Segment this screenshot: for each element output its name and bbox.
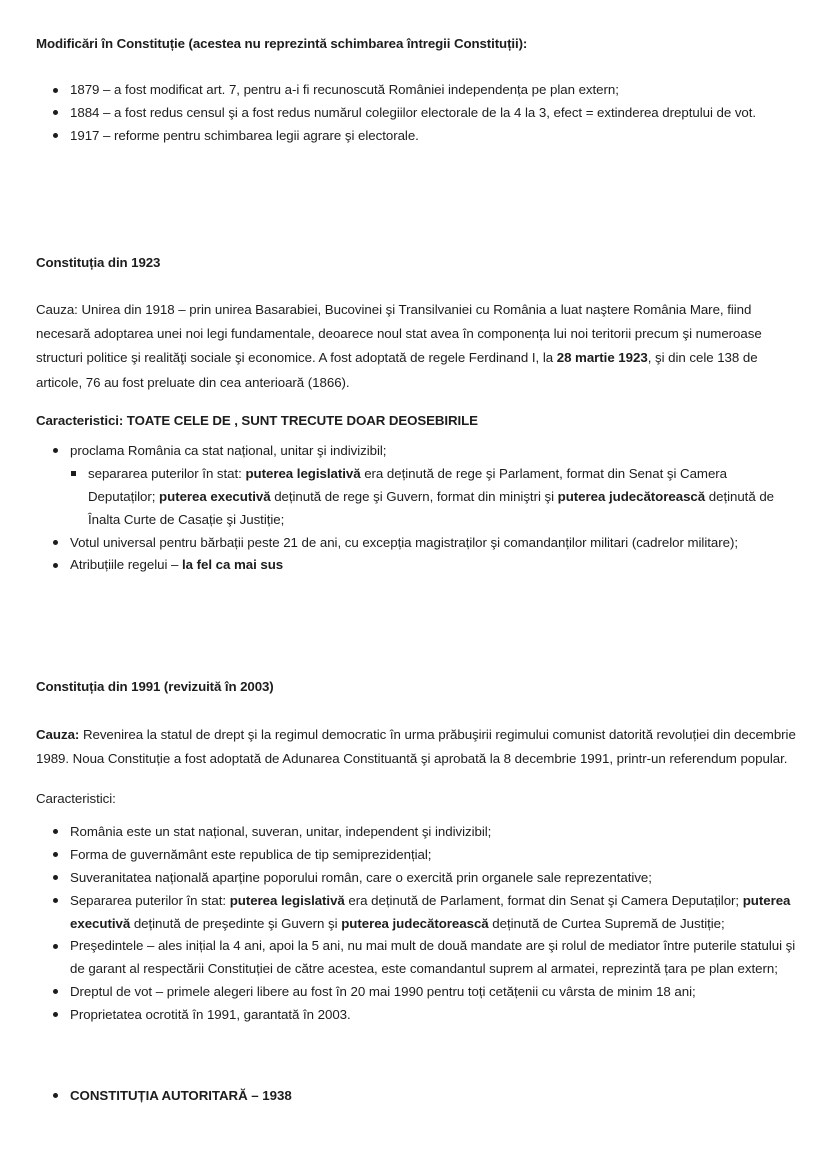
separare-part2: era deținută de Parlament, format din Senat şi Camera Deputaților;	[344, 892, 743, 908]
spacer	[36, 1027, 796, 1085]
separare-bold-judecatoreasca: puterea judecătorească	[341, 915, 489, 931]
section-1991-bullet-list	[36, 821, 796, 1027]
list-item-text: CONSTITUȚIA AUTORITARĂ – 1938	[70, 1087, 292, 1103]
sub-text-part1: separarea puterilor în stat:	[88, 465, 246, 481]
section-1938-bullet-list	[36, 1085, 796, 1108]
list-item-text: Votul universal pentru bărbații peste 21 de ani, cu excepția magistraților şi comandanților militari (cadrelor militare);	[70, 534, 738, 550]
bullet-marker-icon	[53, 133, 58, 138]
list-item-text: 1879 – a fost modificat art. 7, pentru a-i fi recunoscută României independența pe plan extern;	[70, 82, 619, 98]
bullet-marker-icon	[53, 875, 58, 880]
separare-part4: deținută de Curtea Supremă de Justiție;	[488, 915, 725, 931]
list-item-text	[70, 893, 790, 931]
section-1991-cauza-paragraph	[36, 723, 796, 771]
list-item-text: Proprietatea ocrotită în 1991, garantată în 2003.	[70, 1006, 351, 1022]
separare-part1: Separarea puterilor în stat:	[70, 892, 230, 908]
separare-bold-executiva: puterea executivă	[70, 892, 791, 931]
cauza-text-part1: Unirea din 1918 – prin unirea Basarabiei, Bucovinei şi Transilvaniei cu România a luat naştere România Mare, fiind necesară adoptarea unei noi legi fundamentale, deoarece noul stat avea în componența lui noi teritorii precum şi numeroase structuri politice şi realităţi sociale şi economice. A fost adoptată de regele Ferdinand I, la	[36, 302, 762, 366]
sub-list-item-text	[88, 466, 774, 527]
sub-list-item	[36, 463, 796, 532]
list-item-text: 1917 – reforme pentru schimbarea legii agrare şi electorale.	[70, 127, 419, 143]
list-item	[36, 554, 796, 577]
separare-part3: deținută de preşedinte şi Guvern şi	[130, 915, 342, 931]
list-item	[36, 79, 796, 102]
section-1923-caracteristici-heading: Caracteristici: TOATE CELE DE , SUNT TRECUTE DOAR DEOSEBIRILE	[36, 412, 478, 428]
modificari-bullet-list	[36, 79, 796, 148]
sub-bold-legislativa: puterea legislativă	[245, 465, 361, 481]
section-1923-cauza-paragraph	[36, 298, 796, 395]
section-1991-caracteristici-label: Caracteristici:	[36, 790, 116, 806]
spacer	[36, 272, 796, 298]
sub-text-part4: deținută de Înalta Curte de Casație şi Justiție;	[88, 488, 775, 527]
list-item	[36, 821, 796, 844]
list-item-text: 1884 – a fost redus censul şi a fost redus numărul colegiilor electorale de la 4 la 3, efect = extinderea dreptului de vot.	[70, 105, 757, 121]
cauza-text: Revenirea la statul de drept şi la regimul democratic în urma prăbuşirii regimului comunist datorită revoluției din decembrie 1989. Noua Constituție a fost adoptată de Adunarea Constituantă şi aprobată la 8 decembrie 1991, printr-un referendum popular.	[36, 726, 796, 766]
list-item	[36, 102, 796, 125]
spacer	[36, 53, 796, 79]
list-item	[36, 1085, 796, 1108]
sub-text-part2: era deținută de rege şi Parlament, format din Senat şi Camera Deputaților;	[88, 465, 728, 504]
cauza-bold-date: 28 martie 1923	[556, 350, 648, 366]
spacer	[36, 148, 796, 253]
list-item	[36, 844, 796, 867]
bullet-marker-icon	[53, 448, 58, 453]
square-bullet-marker-icon	[71, 471, 76, 476]
cauza-text-part2: , şi din cele 138 de articole, 76 au fost preluate din cea anterioară (1866).	[36, 350, 758, 390]
section-1923-bullet-list-tail	[36, 532, 796, 578]
sub-text-part3: deținută de rege şi Guvern, format din miniştri şi	[270, 488, 558, 504]
bullet-marker-icon	[53, 563, 58, 568]
bullet-marker-icon	[53, 540, 58, 545]
spacer	[36, 771, 796, 787]
bullet-marker-icon	[53, 898, 58, 903]
cauza-label: Cauza:	[36, 302, 78, 318]
sub-bold-judecatoreasca: puterea judecătorească	[557, 488, 706, 504]
bullet-marker-icon	[53, 1012, 58, 1017]
bullet-marker-icon	[53, 852, 58, 857]
list-item	[36, 981, 796, 1004]
cauza-label: Cauza:	[36, 726, 80, 742]
bullet-marker-icon	[53, 1093, 58, 1098]
list-item-text	[70, 557, 283, 572]
spacer	[36, 577, 796, 677]
spacer	[36, 811, 796, 821]
list-item-text: proclama România ca stat național, unitar şi indivizibil;	[70, 443, 387, 459]
list-item	[36, 1004, 796, 1027]
list-item-text: Forma de guvernământ este republica de tip semiprezidențial;	[70, 846, 432, 862]
spacer	[36, 697, 796, 723]
bullet-marker-icon	[53, 989, 58, 994]
spacer	[36, 395, 796, 411]
section-1923-bullet-list	[36, 440, 796, 463]
list-item	[36, 935, 796, 981]
atributii-bold: la fel ca mai sus	[181, 557, 284, 573]
list-item	[36, 890, 796, 936]
section-1991-heading: Constituția din 1991 (revizuită în 2003)	[36, 679, 274, 695]
list-item	[36, 440, 796, 463]
list-item-text: România este un stat național, suveran, unitar, independent şi indivizibil;	[70, 824, 492, 840]
separare-bold-legislativa: puterea legislativă	[229, 892, 345, 908]
list-item-text: Suveranitatea națională aparține poporului român, care o exercită prin organele sale reprezentative;	[70, 869, 652, 885]
sub-bold-executiva: puterea executivă	[159, 488, 271, 504]
list-item-text: Preşedintele – ales inițial la 4 ani, apoi la 5 ani, nu mai mult de două mandate are şi rolul de mediator între puterile statului şi de garant al respectării Constituției de către acestea, este comandantul suprem al armatei, reprezintă țara pe plan extern;	[70, 938, 796, 977]
bullet-marker-icon	[53, 88, 58, 93]
section-1923-heading: Constituția din 1923	[36, 254, 161, 270]
list-item	[36, 867, 796, 890]
list-item-text: Dreptul de vot – primele alegeri libere au fost în 20 mai 1990 pentru toți cetățenii cu vârsta de minim 18 ani;	[70, 984, 696, 1000]
atributii-text: Atribuțiile regelui –	[70, 557, 182, 573]
document-content	[36, 34, 796, 1108]
section-1923-sub-bullet-list	[36, 463, 796, 532]
bullet-marker-icon	[53, 944, 58, 949]
list-item	[36, 532, 796, 555]
modificari-heading: Modificări în Constituție (acestea nu reprezintă schimbarea întregii Constituții):	[36, 36, 528, 51]
list-item	[36, 125, 796, 148]
bullet-marker-icon	[53, 829, 58, 834]
spacer	[36, 430, 796, 440]
bullet-marker-icon	[53, 110, 58, 115]
